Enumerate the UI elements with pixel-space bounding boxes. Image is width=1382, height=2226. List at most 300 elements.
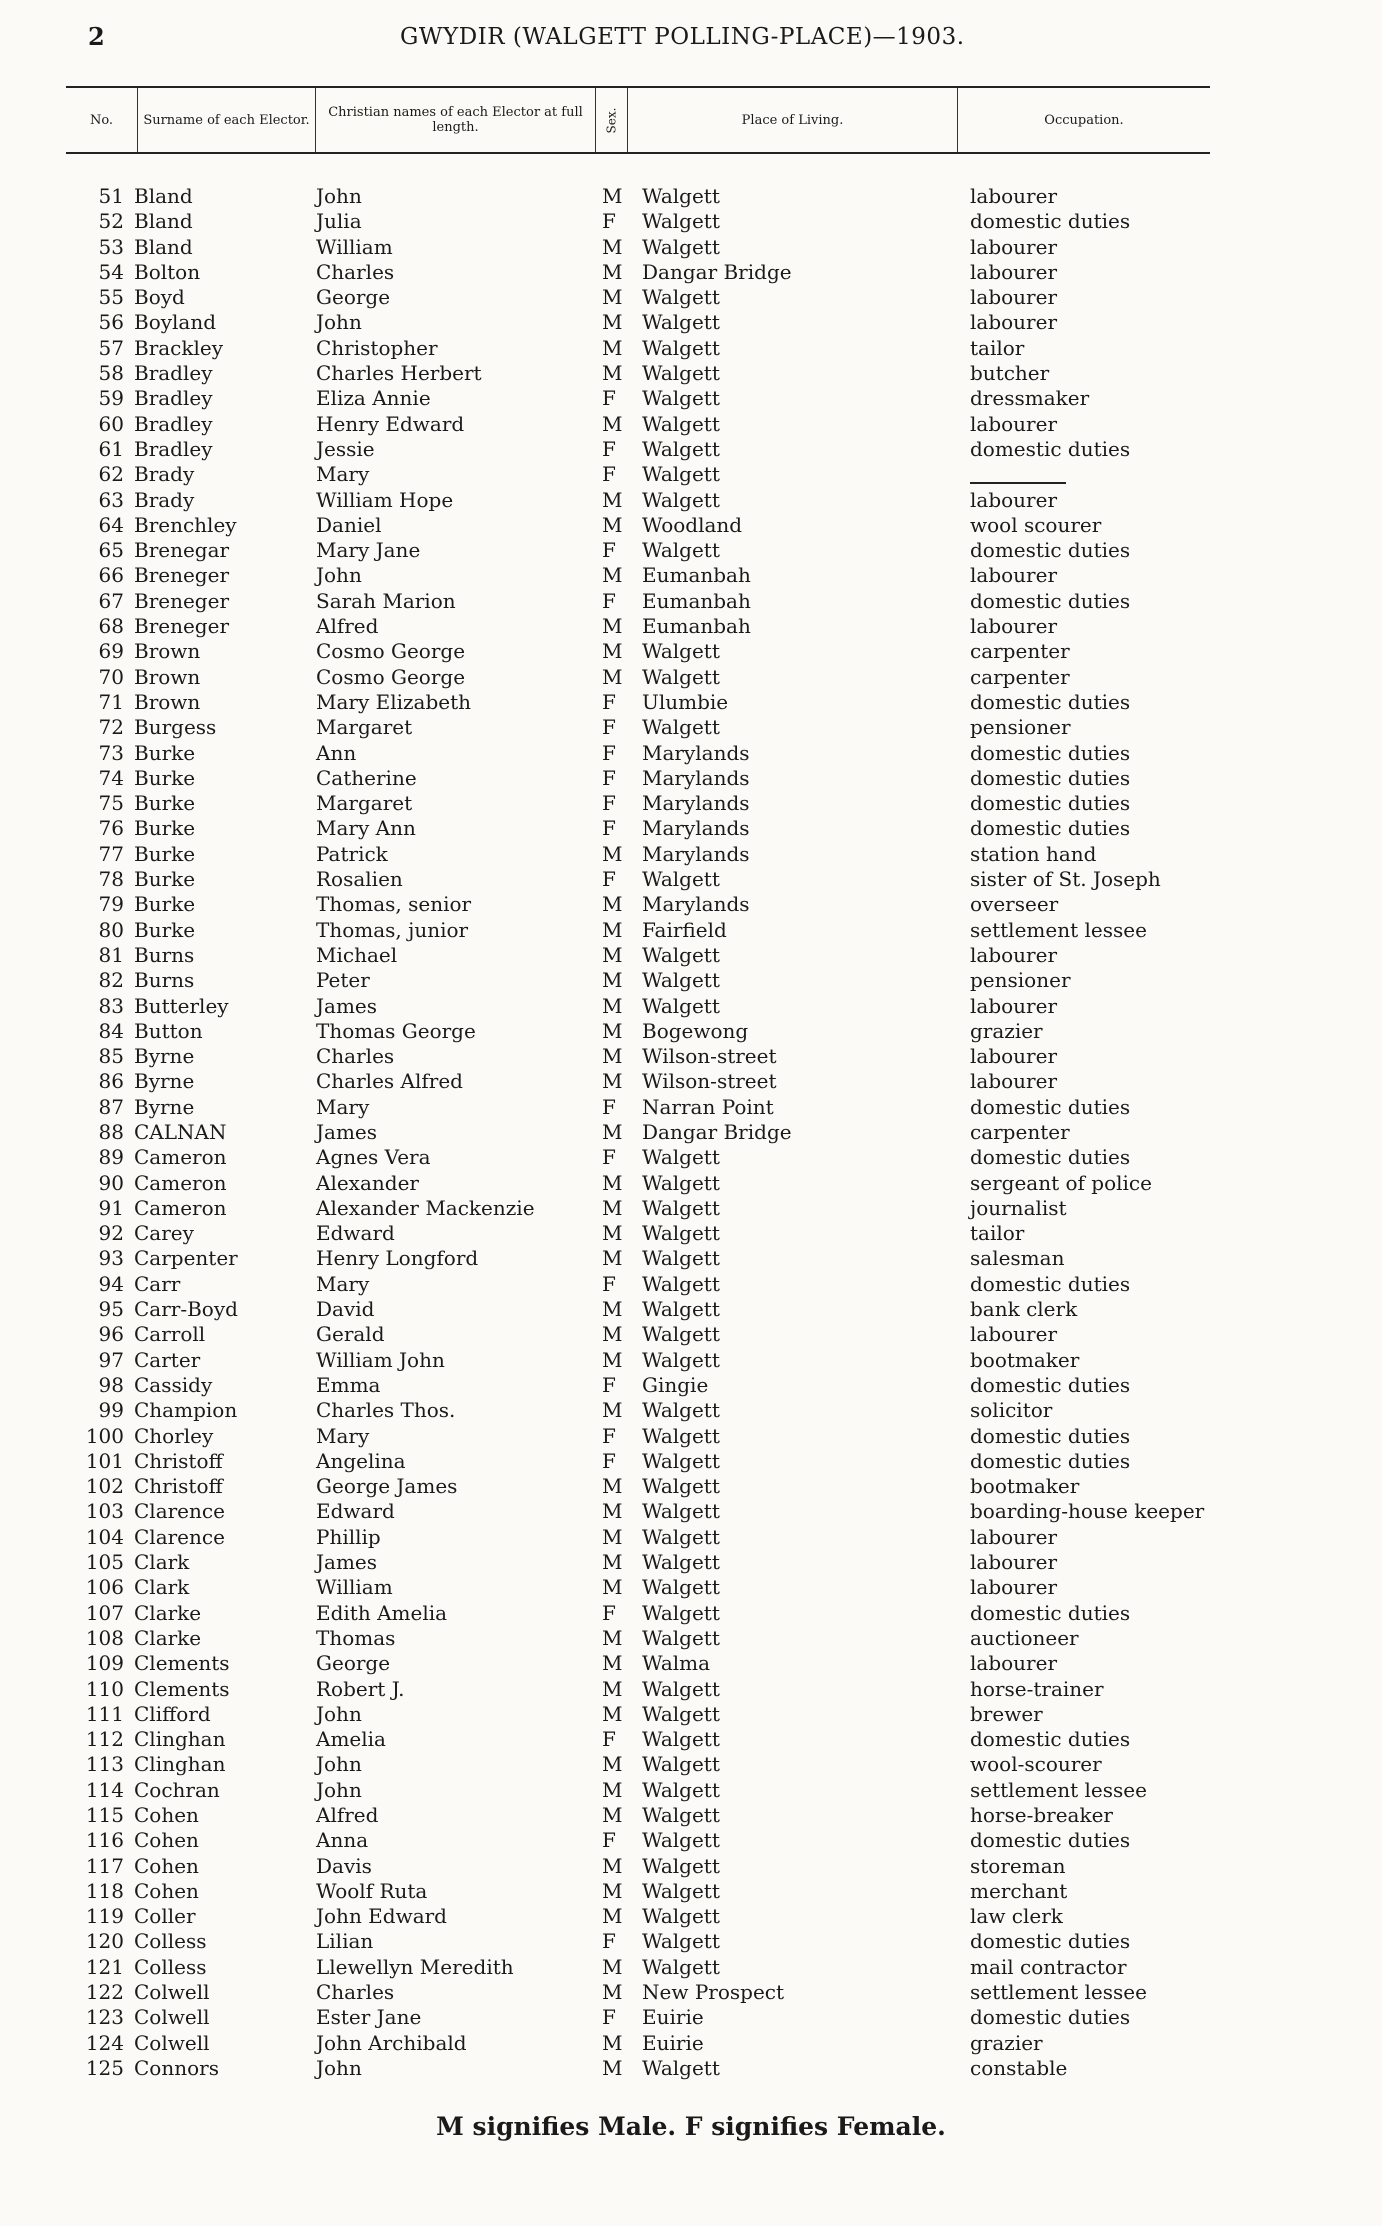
elector-occupation: labourer <box>970 1044 1058 1069</box>
elector-number: 98 <box>98 1372 124 1397</box>
elector-number: 81 <box>98 942 124 967</box>
table-row <box>0 665 1382 690</box>
elector-surname: Burke <box>134 816 196 841</box>
elector-sex: M <box>602 664 623 689</box>
elector-occupation: labourer <box>970 942 1058 967</box>
elector-number: 120 <box>85 1929 124 1954</box>
elector-surname: Clinghan <box>134 1752 226 1777</box>
elector-sex: F <box>602 1828 616 1853</box>
column-header-sex-label: Sex. <box>604 107 618 133</box>
elector-surname: Burke <box>134 892 196 917</box>
elector-surname: Carr <box>134 1271 181 1296</box>
table-row <box>0 1069 1382 1094</box>
elector-sex: F <box>602 2005 616 2030</box>
table-row <box>0 1904 1382 1929</box>
table-row <box>0 690 1382 715</box>
elector-surname: Bland <box>134 234 193 259</box>
elector-christian-names: Thomas, senior <box>316 892 472 917</box>
elector-sex: M <box>602 1195 623 1220</box>
elector-number: 118 <box>85 1878 124 1903</box>
elector-number: 64 <box>98 512 124 537</box>
elector-sex: M <box>602 335 623 360</box>
elector-christian-names: Cosmo George <box>316 639 466 664</box>
blank-occupation-rule <box>970 468 1066 484</box>
elector-place: Walgett <box>642 1448 720 1473</box>
elector-number: 76 <box>98 816 124 841</box>
elector-christian-names: Rosalien <box>316 867 403 892</box>
elector-occupation: sister of St. Joseph <box>970 867 1161 892</box>
elector-surname: Brown <box>134 639 201 664</box>
elector-christian-names: George <box>316 1651 391 1676</box>
elector-occupation: labourer <box>970 1575 1058 1600</box>
table-row <box>0 1246 1382 1271</box>
elector-sex: M <box>602 639 623 664</box>
elector-number: 113 <box>85 1752 124 1777</box>
elector-place: Walgett <box>642 335 720 360</box>
elector-place: Marylands <box>642 892 750 917</box>
elector-occupation: labourer <box>970 1651 1058 1676</box>
elector-number: 95 <box>98 1297 124 1322</box>
elector-surname: Clifford <box>134 1701 211 1726</box>
table-row <box>0 1348 1382 1373</box>
elector-number: 124 <box>85 2030 124 2055</box>
elector-place: Walgett <box>642 1474 720 1499</box>
elector-number: 96 <box>98 1322 124 1347</box>
elector-sex: M <box>602 841 623 866</box>
elector-number: 87 <box>98 1094 124 1119</box>
elector-sex: M <box>602 512 623 537</box>
table-row <box>0 285 1382 310</box>
elector-number: 63 <box>98 487 124 512</box>
elector-place: Marylands <box>642 816 750 841</box>
elector-place: Walgett <box>642 1954 720 1979</box>
elector-christian-names: Jessie <box>316 436 375 461</box>
elector-number: 101 <box>85 1448 124 1473</box>
elector-number: 62 <box>98 462 124 487</box>
elector-number: 105 <box>85 1550 124 1575</box>
elector-sex: M <box>602 1701 623 1726</box>
table-row <box>0 235 1382 260</box>
elector-occupation: storeman <box>970 1853 1066 1878</box>
elector-sex: M <box>602 1954 623 1979</box>
elector-place: Walgett <box>642 942 720 967</box>
elector-number: 84 <box>98 1018 124 1043</box>
elector-place: Fairfield <box>642 917 727 942</box>
table-row <box>0 1879 1382 1904</box>
elector-christian-names: Alfred <box>316 1803 379 1827</box>
elector-surname: Carroll <box>134 1322 206 1347</box>
elector-number: 52 <box>98 209 124 234</box>
elector-place: Eumanbah <box>642 563 751 588</box>
elector-occupation: labourer <box>970 614 1058 639</box>
elector-sex: F <box>602 1727 616 1752</box>
elector-occupation: domestic duties <box>970 436 1131 461</box>
elector-surname: Colwell <box>134 2030 210 2055</box>
elector-place: Walgett <box>642 2055 720 2080</box>
elector-place: Walgett <box>642 310 720 335</box>
elector-occupation: law clerk <box>970 1904 1063 1929</box>
elector-sex: F <box>602 462 616 487</box>
elector-christian-names: Gerald <box>316 1322 385 1347</box>
elector-christian-names: George James <box>316 1474 458 1499</box>
elector-occupation: wool scourer <box>970 512 1102 537</box>
elector-sex: M <box>602 1980 623 2005</box>
elector-occupation: domestic duties <box>970 1145 1131 1170</box>
elector-surname: Coller <box>134 1904 196 1929</box>
elector-surname: Breneger <box>134 588 230 613</box>
elector-occupation: domestic duties <box>970 1094 1131 1119</box>
elector-place: Walgett <box>642 1828 720 1853</box>
elector-sex: F <box>602 1929 616 1954</box>
elector-surname: Burns <box>134 942 195 967</box>
elector-number: 108 <box>85 1625 124 1650</box>
elector-place: Euirie <box>642 2030 704 2055</box>
elector-sex: M <box>602 1904 623 1929</box>
table-row <box>0 589 1382 614</box>
elector-occupation: labourer <box>970 993 1058 1018</box>
column-header-occupation: Occupation. <box>1044 112 1124 128</box>
elector-place: Walgett <box>642 1221 720 1246</box>
elector-christian-names: Mary <box>316 462 370 487</box>
elector-christian-names: John <box>316 1701 362 1726</box>
elector-occupation: grazier <box>970 2030 1043 2055</box>
elector-sex: M <box>602 1297 623 1322</box>
elector-surname: Chorley <box>134 1423 214 1448</box>
elector-occupation: domestic duties <box>970 1828 1131 1853</box>
elector-occupation: journalist <box>970 1195 1067 1220</box>
elector-sex: F <box>602 1372 616 1397</box>
elector-number: 122 <box>85 1980 124 2005</box>
elector-surname: Breneger <box>134 563 230 588</box>
elector-christian-names: Eliza Annie <box>316 386 431 411</box>
elector-sex: M <box>602 1777 623 1802</box>
elector-sex: F <box>602 715 616 740</box>
elector-christian-names: John <box>316 184 362 208</box>
elector-christian-names: Patrick <box>316 841 388 866</box>
elector-occupation: domestic duties <box>970 765 1131 790</box>
elector-place: New Prospect <box>642 1980 785 2005</box>
elector-number: 92 <box>98 1221 124 1246</box>
elector-sex: F <box>602 386 616 411</box>
elector-occupation: settlement lessee <box>970 917 1147 942</box>
elector-sex: M <box>602 487 623 512</box>
table-row <box>0 2056 1382 2081</box>
elector-christian-names: John Edward <box>316 1904 447 1929</box>
elector-surname: Boyd <box>134 285 185 310</box>
elector-surname: Bradley <box>134 411 213 436</box>
elector-christian-names: Llewellyn Meredith <box>316 1954 514 1979</box>
elector-surname: Christoff <box>134 1448 223 1473</box>
table-row <box>0 1449 1382 1474</box>
elector-christian-names: Henry Edward <box>316 411 465 436</box>
elector-sex: F <box>602 765 616 790</box>
table-row <box>0 1044 1382 1069</box>
table-row <box>0 1778 1382 1803</box>
elector-christian-names: John <box>316 1752 362 1777</box>
elector-surname: Clarke <box>134 1625 202 1650</box>
table-row <box>0 816 1382 841</box>
elector-christian-names: Edith Amelia <box>316 1600 448 1625</box>
elector-christian-names: Christopher <box>316 335 438 360</box>
elector-number: 58 <box>98 361 124 386</box>
elector-occupation: labourer <box>970 1069 1058 1094</box>
elector-christian-names: John <box>316 1777 362 1802</box>
elector-sex: M <box>602 1474 623 1499</box>
elector-surname: Clark <box>134 1550 190 1575</box>
table-row <box>0 1626 1382 1651</box>
table-row <box>0 2031 1382 2056</box>
elector-surname: Colwell <box>134 2005 210 2030</box>
elector-surname: Connors <box>134 2055 219 2080</box>
elector-number: 103 <box>85 1499 124 1524</box>
elector-christian-names: Mary <box>316 1271 370 1296</box>
elector-surname: Brenchley <box>134 512 237 537</box>
elector-christian-names: Ann <box>316 740 357 765</box>
elector-christian-names: James <box>316 1550 378 1575</box>
elector-number: 115 <box>85 1803 124 1827</box>
elector-christian-names: Charles Alfred <box>316 1069 463 1094</box>
elector-surname: Byrne <box>134 1094 195 1119</box>
elector-surname: Burke <box>134 740 196 765</box>
elector-occupation: domestic duties <box>970 1271 1131 1296</box>
elector-sex: M <box>602 1524 623 1549</box>
table-row <box>0 892 1382 917</box>
elector-place: Walgett <box>642 487 720 512</box>
elector-place: Walgett <box>642 867 720 892</box>
elector-sex: M <box>602 1044 623 1069</box>
elector-surname: Clarence <box>134 1524 225 1549</box>
elector-christian-names: Sarah Marion <box>316 588 456 613</box>
elector-occupation: solicitor <box>970 1398 1053 1423</box>
table-row <box>0 412 1382 437</box>
elector-surname: Burke <box>134 841 196 866</box>
elector-surname: Brenegar <box>134 538 230 563</box>
elector-occupation: labourer <box>970 1322 1058 1347</box>
elector-occupation: settlement lessee <box>970 1980 1147 2005</box>
elector-occupation: constable <box>970 2055 1068 2080</box>
elector-number: 66 <box>98 563 124 588</box>
elector-surname: Christoff <box>134 1474 223 1499</box>
elector-christian-names: Ester Jane <box>316 2005 422 2030</box>
table-row <box>0 1828 1382 1853</box>
elector-sex: F <box>602 1271 616 1296</box>
elector-number: 100 <box>85 1423 124 1448</box>
elector-sex: F <box>602 588 616 613</box>
elector-sex: M <box>602 1575 623 1600</box>
elector-number: 77 <box>98 841 124 866</box>
elector-occupation: labourer <box>970 1524 1058 1549</box>
elector-place: Walgett <box>642 1727 720 1752</box>
elector-place: Woodland <box>642 512 743 537</box>
table-row <box>0 943 1382 968</box>
elector-place: Marylands <box>642 841 750 866</box>
elector-number: 121 <box>85 1954 124 1979</box>
table-row <box>0 1171 1382 1196</box>
elector-occupation: labourer <box>970 310 1058 335</box>
elector-surname: Byrne <box>134 1044 195 1069</box>
elector-surname: Carter <box>134 1347 201 1372</box>
table-row <box>0 1651 1382 1676</box>
elector-number: 59 <box>98 386 124 411</box>
elector-place: Walgett <box>642 1524 720 1549</box>
elector-sex: M <box>602 1550 623 1575</box>
elector-surname: Carey <box>134 1221 194 1246</box>
elector-christian-names: Julia <box>316 209 362 234</box>
elector-occupation: domestic duties <box>970 791 1131 816</box>
table-row <box>0 1702 1382 1727</box>
elector-surname: Brady <box>134 462 195 487</box>
table-row <box>0 1322 1382 1347</box>
elector-occupation: settlement lessee <box>970 1777 1147 1802</box>
elector-sex: M <box>602 1119 623 1144</box>
elector-number: 65 <box>98 538 124 563</box>
elector-surname: Burke <box>134 867 196 892</box>
page-number: 2 <box>88 22 105 51</box>
elector-christian-names: Alfred <box>316 614 379 639</box>
elector-occupation: labourer <box>970 487 1058 512</box>
elector-number: 106 <box>85 1575 124 1600</box>
table-row <box>0 867 1382 892</box>
elector-number: 125 <box>85 2055 124 2080</box>
table-row <box>0 209 1382 234</box>
elector-place: Wilson-street <box>642 1069 777 1094</box>
elector-sex: F <box>602 1600 616 1625</box>
table-row <box>0 1196 1382 1221</box>
elector-place: Gingie <box>642 1372 709 1397</box>
elector-occupation: domestic duties <box>970 1448 1131 1473</box>
elector-place: Walgett <box>642 1752 720 1777</box>
elector-occupation: grazier <box>970 1018 1043 1043</box>
elector-sex: F <box>602 538 616 563</box>
elector-occupation: labourer <box>970 411 1058 436</box>
table-row <box>0 715 1382 740</box>
elector-surname: Byrne <box>134 1069 195 1094</box>
elector-occupation: wool-scourer <box>970 1752 1102 1777</box>
elector-christian-names: Davis <box>316 1853 372 1878</box>
elector-surname: Carpenter <box>134 1246 238 1271</box>
elector-number: 107 <box>85 1600 124 1625</box>
elector-sex: M <box>602 2055 623 2080</box>
elector-surname: Clark <box>134 1575 190 1600</box>
elector-surname: Clements <box>134 1651 230 1676</box>
elector-number: 114 <box>85 1777 124 1802</box>
elector-number: 85 <box>98 1044 124 1069</box>
table-row <box>0 1525 1382 1550</box>
table-row <box>0 766 1382 791</box>
table-row <box>0 639 1382 664</box>
elector-number: 80 <box>98 917 124 942</box>
elector-number: 57 <box>98 335 124 360</box>
elector-sex: F <box>602 689 616 714</box>
elector-place: Dangar Bridge <box>642 1119 792 1144</box>
table-row <box>0 2005 1382 2030</box>
elector-occupation: boarding-house keeper <box>970 1499 1205 1524</box>
table-row <box>0 918 1382 943</box>
elector-number: 75 <box>98 791 124 816</box>
elector-occupation: bootmaker <box>970 1347 1080 1372</box>
elector-place: Walgett <box>642 234 720 259</box>
elector-occupation: domestic duties <box>970 2005 1131 2030</box>
elector-place: Walgett <box>642 1297 720 1322</box>
elector-sex: F <box>602 867 616 892</box>
elector-sex: F <box>602 436 616 461</box>
elector-christian-names: Thomas <box>316 1625 396 1650</box>
elector-surname: Cassidy <box>134 1372 213 1397</box>
elector-sex: M <box>602 1246 623 1271</box>
table-row <box>0 361 1382 386</box>
table-row <box>0 1854 1382 1879</box>
elector-number: 69 <box>98 639 124 664</box>
elector-number: 93 <box>98 1246 124 1271</box>
elector-surname: Champion <box>134 1398 238 1423</box>
elector-place: Walgett <box>642 1423 720 1448</box>
elector-occupation: pensioner <box>970 968 1071 993</box>
elector-occupation: carpenter <box>970 664 1070 689</box>
elector-sex: M <box>602 1069 623 1094</box>
elector-place: Walgett <box>642 285 720 310</box>
elector-sex: M <box>602 234 623 259</box>
table-row <box>0 488 1382 513</box>
table-row <box>0 310 1382 335</box>
elector-christian-names: Margaret <box>316 715 413 740</box>
elector-place: Walgett <box>642 1701 720 1726</box>
elector-surname: Bolton <box>134 259 201 284</box>
table-row <box>0 842 1382 867</box>
elector-surname: Cohen <box>134 1803 199 1827</box>
elector-occupation: sergeant of police <box>970 1170 1152 1195</box>
column-header-sex <box>596 88 628 152</box>
elector-occupation: tailor <box>970 335 1025 360</box>
table-row <box>0 1221 1382 1246</box>
table-row <box>0 614 1382 639</box>
elector-christian-names: Robert J. <box>316 1676 405 1701</box>
elector-christian-names: Charles <box>316 1044 395 1069</box>
elector-sex: F <box>602 1094 616 1119</box>
elector-surname: Bland <box>134 184 193 208</box>
elector-place: Marylands <box>642 765 750 790</box>
table-row <box>0 437 1382 462</box>
elector-christian-names: George <box>316 285 391 310</box>
elector-sex: M <box>602 2030 623 2055</box>
elector-christian-names: Phillip <box>316 1524 381 1549</box>
elector-number: 67 <box>98 588 124 613</box>
elector-number: 51 <box>98 184 124 208</box>
elector-number: 112 <box>85 1727 124 1752</box>
elector-number: 116 <box>85 1828 124 1853</box>
elector-number: 68 <box>98 614 124 639</box>
elector-occupation: labourer <box>970 1550 1058 1575</box>
elector-christian-names: Mary Jane <box>316 538 421 563</box>
column-header-place: Place of Living. <box>628 88 958 152</box>
elector-sex: M <box>602 285 623 310</box>
elector-occupation: salesman <box>970 1246 1065 1271</box>
elector-place: Walgett <box>642 462 720 487</box>
elector-christian-names: Thomas George <box>316 1018 476 1043</box>
elector-number: 99 <box>98 1398 124 1423</box>
elector-place: Walgett <box>642 1803 720 1827</box>
elector-occupation: butcher <box>970 361 1050 386</box>
elector-sex: M <box>602 1170 623 1195</box>
elector-christian-names: John <box>316 310 362 335</box>
elector-number: 79 <box>98 892 124 917</box>
elector-number: 53 <box>98 234 124 259</box>
elector-place: Walgett <box>642 1878 720 1903</box>
elector-place: Walgett <box>642 184 720 208</box>
elector-christian-names: Mary Ann <box>316 816 416 841</box>
elector-occupation: carpenter <box>970 639 1070 664</box>
elector-place: Walgett <box>642 1676 720 1701</box>
elector-sex: M <box>602 1651 623 1676</box>
